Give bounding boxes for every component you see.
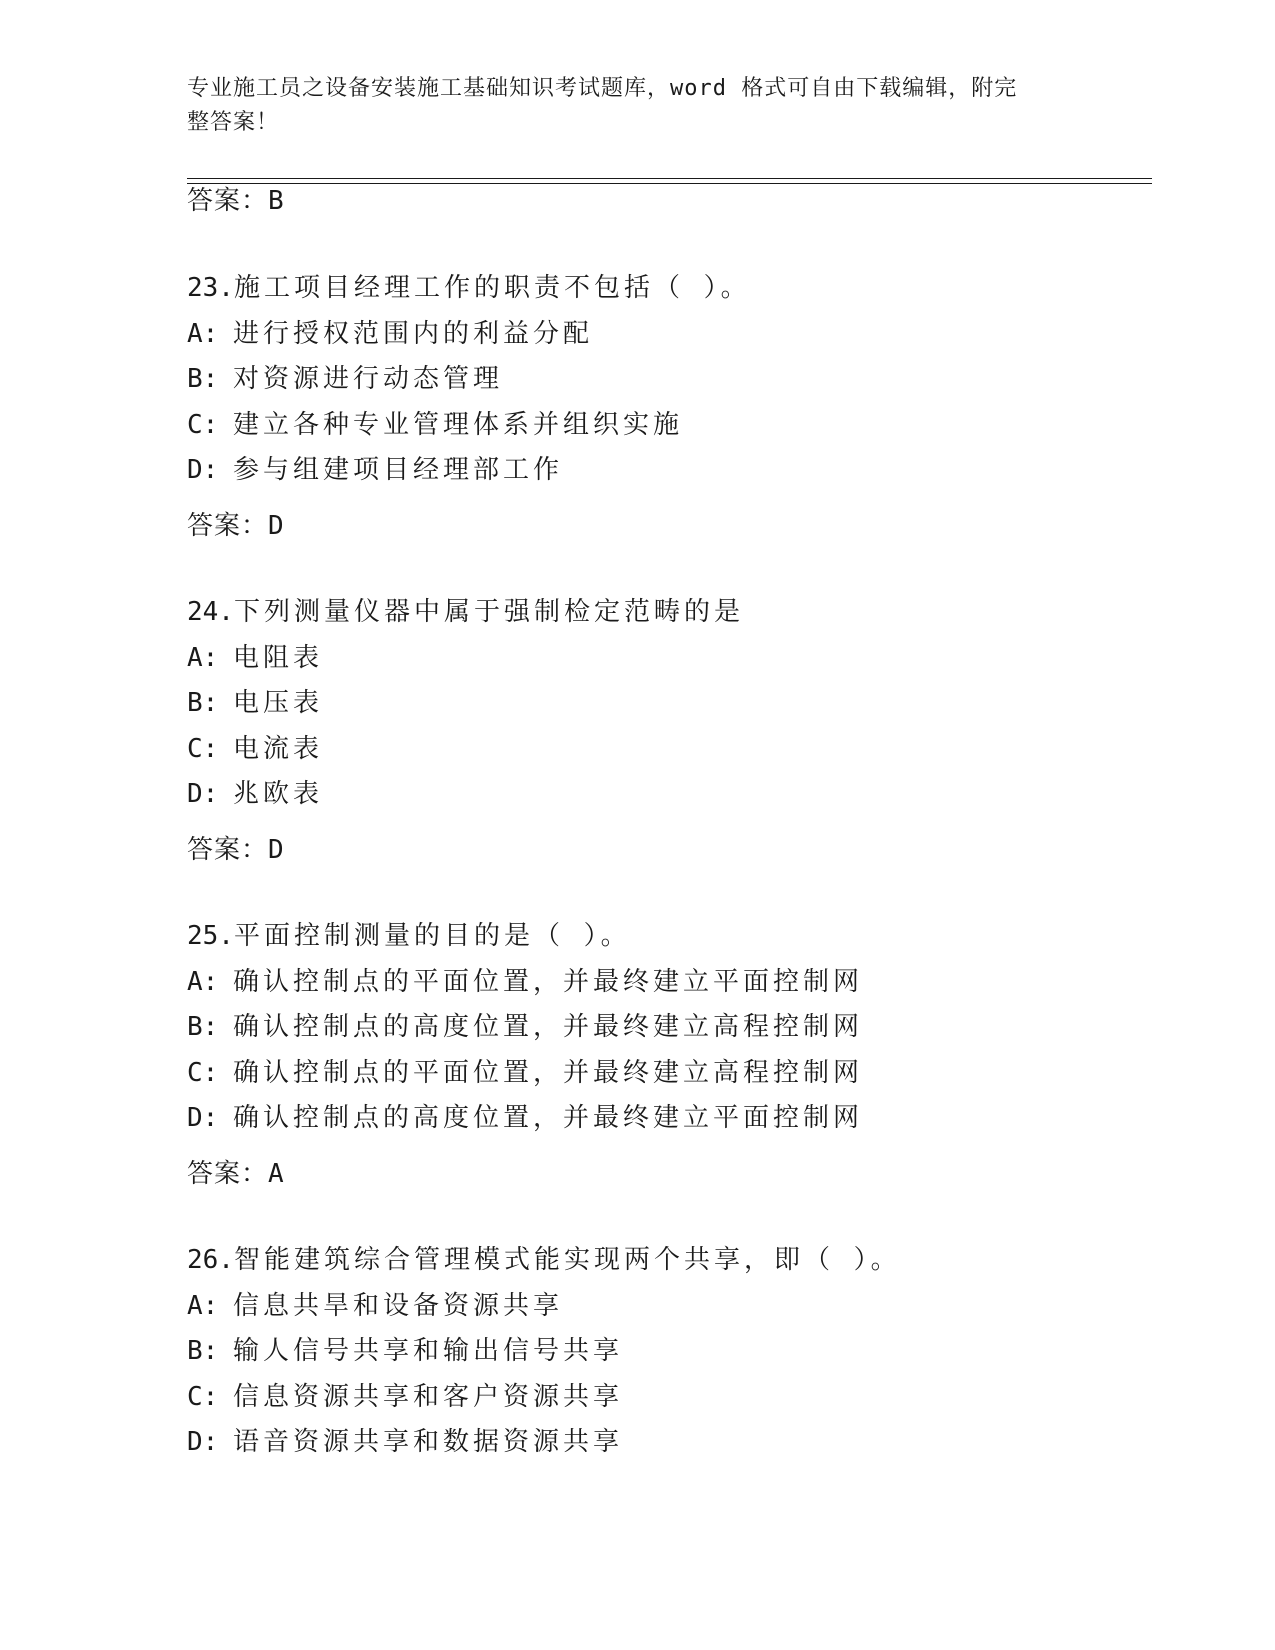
answer-label: 答案： bbox=[187, 1159, 269, 1189]
option-d bbox=[187, 1096, 1147, 1142]
question-stem: 施工项目经理工作的职责不包括（ ）。 bbox=[233, 273, 751, 303]
option-key: C: bbox=[187, 1381, 219, 1412]
header-line-1: 专业施工员之设备安装施工基础知识考试题库，word 格式可自由下载编辑，附完 bbox=[187, 76, 1018, 101]
question-24 bbox=[187, 590, 1147, 818]
answer-value: D bbox=[268, 511, 285, 541]
option-key: A: bbox=[187, 1290, 219, 1321]
option-key: D: bbox=[187, 455, 219, 485]
option-key: D: bbox=[187, 1427, 219, 1457]
question-stem: 智能建筑综合管理模式能实现两个共享，即（ ）。 bbox=[233, 1245, 901, 1275]
question-number: 23. bbox=[187, 273, 234, 303]
option-b bbox=[187, 681, 1147, 727]
option-d bbox=[187, 448, 1147, 494]
option-key: A: bbox=[187, 966, 219, 997]
option-c bbox=[187, 1051, 1147, 1097]
answer-line-24 bbox=[187, 832, 285, 868]
option-text: 建立各种专业管理体系并组织实施 bbox=[233, 409, 684, 440]
question-number: 25. bbox=[187, 921, 234, 951]
option-text: 输人信号共享和输出信号共享 bbox=[233, 1336, 624, 1366]
option-key: A: bbox=[187, 642, 219, 673]
option-text: 兆欧表 bbox=[233, 779, 324, 809]
option-key: C: bbox=[187, 733, 219, 764]
option-key: B: bbox=[187, 1336, 219, 1366]
option-text: 对资源进行动态管理 bbox=[233, 364, 504, 394]
answer-value: B bbox=[268, 186, 285, 216]
option-c bbox=[187, 727, 1147, 773]
option-d bbox=[187, 1420, 1147, 1466]
question-text bbox=[187, 1238, 1147, 1284]
option-a bbox=[187, 312, 1147, 358]
question-number: 26. bbox=[187, 1245, 234, 1275]
option-text: 进行授权范围内的利益分配 bbox=[233, 318, 594, 349]
answer-label: 答案： bbox=[187, 835, 269, 865]
answer-line-prev bbox=[187, 183, 285, 219]
option-key: C: bbox=[187, 409, 219, 440]
question-stem: 下列测量仪器中属于强制检定范畴的是 bbox=[233, 597, 744, 627]
option-text: 电压表 bbox=[233, 688, 324, 718]
option-key: B: bbox=[187, 364, 219, 394]
question-23 bbox=[187, 266, 1147, 494]
answer-value: D bbox=[268, 835, 285, 865]
question-stem: 平面控制测量的目的是（ ）。 bbox=[233, 921, 631, 951]
option-key: C: bbox=[187, 1057, 219, 1088]
option-b bbox=[187, 1329, 1147, 1375]
option-c bbox=[187, 1375, 1147, 1421]
answer-line-25 bbox=[187, 1156, 285, 1192]
answer-line-23 bbox=[187, 508, 285, 544]
document-header bbox=[187, 72, 1067, 140]
header-divider bbox=[187, 178, 1152, 184]
question-text bbox=[187, 590, 1147, 636]
option-a bbox=[187, 636, 1147, 682]
option-b bbox=[187, 357, 1147, 403]
question-26 bbox=[187, 1238, 1147, 1466]
option-c bbox=[187, 403, 1147, 449]
option-text: 确认控制点的高度位置，并最终建立高程控制网 bbox=[233, 1012, 864, 1042]
option-key: D: bbox=[187, 779, 219, 809]
option-b bbox=[187, 1005, 1147, 1051]
question-text bbox=[187, 914, 1147, 960]
option-a bbox=[187, 1284, 1147, 1330]
option-text: 信息资源共享和客户资源共享 bbox=[233, 1381, 624, 1412]
option-d bbox=[187, 772, 1147, 818]
option-key: B: bbox=[187, 688, 219, 718]
question-number: 24. bbox=[187, 597, 234, 627]
option-text: 信息共旱和设备资源共享 bbox=[233, 1290, 564, 1321]
question-text bbox=[187, 266, 1147, 312]
option-text: 电流表 bbox=[233, 733, 324, 764]
answer-label: 答案： bbox=[187, 186, 269, 216]
option-text: 确认控制点的平面位置，并最终建立平面控制网 bbox=[233, 966, 864, 997]
option-key: D: bbox=[187, 1103, 219, 1133]
option-key: B: bbox=[187, 1012, 219, 1042]
option-text: 确认控制点的高度位置，并最终建立平面控制网 bbox=[233, 1103, 864, 1133]
answer-value: A bbox=[268, 1159, 285, 1189]
header-line-2: 整答案！ bbox=[187, 110, 280, 135]
option-text: 确认控制点的平面位置，并最终建立高程控制网 bbox=[233, 1057, 864, 1088]
option-text: 参与组建项目经理部工作 bbox=[233, 455, 564, 485]
option-key: A: bbox=[187, 318, 219, 349]
option-a bbox=[187, 960, 1147, 1006]
question-25 bbox=[187, 914, 1147, 1142]
option-text: 电阻表 bbox=[233, 642, 324, 673]
option-text: 语音资源共享和数据资源共享 bbox=[233, 1427, 624, 1457]
answer-label: 答案： bbox=[187, 511, 269, 541]
